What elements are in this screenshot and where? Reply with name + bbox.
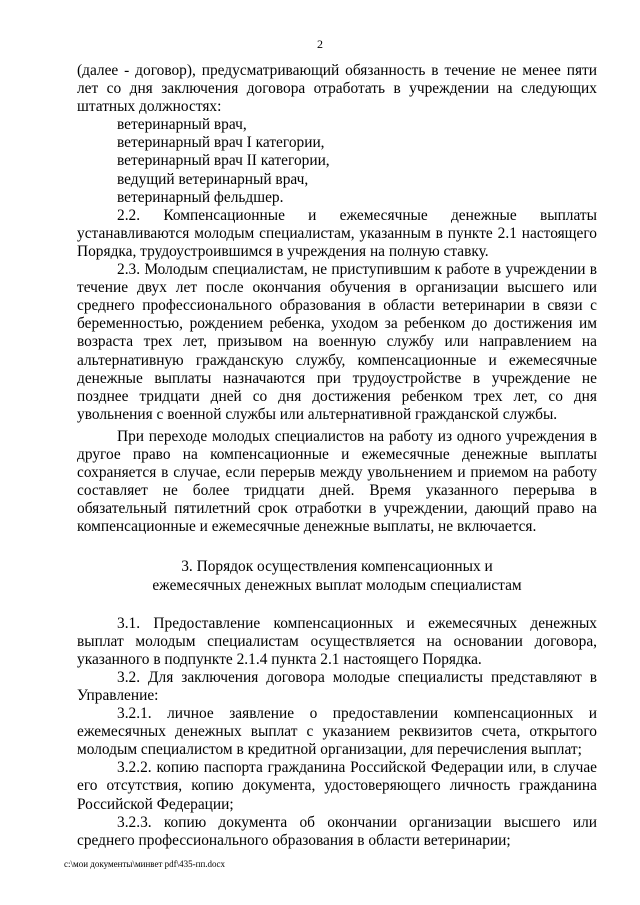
paragraph-2-3: 2.3. Молодым специалистам, не приступившим к работе в учреждении в течение двух лет после окончания обучения в организации высшего или среднего профессионального образования в области ветеринарии в связи с беременностью, рождением ребенка, уходом за ребенком до достижения им возраста трех лет, призывом на военную службу или направлением на альтернативную гражданскую службу, компенсационные и ежемесячные денежные выплаты назначаются при трудоустройстве в учреждение не позднее тридцати дней со дня достижения ребенком трех лет, со дня увольнения с военной службы или альтернативной гражданской службы. <box>77 261 597 423</box>
paragraph-3-2-1: 3.2.1. личное заявление о предоставлении компенсационных и ежемесячных денежных выплат с указанием реквизитов счета, открытого молодым специалистом в кредитной организации, для перечисления выплат; <box>77 705 597 759</box>
section-3-heading <box>77 558 597 594</box>
paragraph-3-2-3: 3.2.3. копию документа об окончании организации высшего или среднего профессионального образования в области ветеринарии; <box>77 813 597 849</box>
paragraph-transfer: При переходе молодых специалистов на работу из одного учреждения в другое право на компенсационные и ежемесячные денежные выплаты сохраняется в случае, если перерыв между увольнением и приемом на работу составляет не более тридцати дней. Время указанного перерыва в обязательный пятилетний срок отработки в учреждении, дающий право на компенсационные и ежемесячные денежные выплаты, не включается. <box>77 427 597 536</box>
page-number: 2 <box>317 37 323 51</box>
position-list-item: ветеринарный врач, <box>117 116 247 134</box>
position-list-item: ветеринарный врач I категории, <box>117 134 325 152</box>
section-3-heading-line-2: ежемесячных денежных выплат молодым специалистам <box>152 576 522 594</box>
footer-file-path: c:\мои документы\минвет pdf\435-пп.docx <box>64 859 226 869</box>
position-list-item: ведущий ветеринарный врач, <box>117 170 309 188</box>
paragraph-contract-continuation: (далее - договор), предусматривающий обязанность в течение не менее пяти лет со дня заключения договора отработать в учреждении на следующих штатных должностях: <box>77 62 597 116</box>
position-list-item: ветеринарный врач II категории, <box>117 152 330 170</box>
paragraph-3-2: 3.2. Для заключения договора молодые специалисты представляют в Управление: <box>77 668 597 704</box>
paragraph-3-2-2: 3.2.2. копию паспорта гражданина Российской Федерации или, в случае его отсутствия, копию документа, удостоверяющего личность гражданина Российской Федерации; <box>77 759 597 813</box>
position-list-item: ветеринарный фельдшер. <box>117 188 284 206</box>
section-3-heading-line-1: 3. Порядок осуществления компенсационных и <box>181 558 493 576</box>
paragraph-2-2: 2.2. Компенсационные и ежемесячные денежные выплаты устанавливаются молодым специалистам, указанным в пункте 2.1 настоящего Порядка, трудоустроившимся в учреждения на полную ставку. <box>77 206 597 260</box>
document-body <box>77 62 597 850</box>
paragraph-3-1: 3.1. Предоставление компенсационных и ежемесячных денежных выплат молодым специалистам осуществляется на основании договора, указанного в подпункте 2.1.4 пункта 2.1 настоящего Порядка. <box>77 614 597 668</box>
